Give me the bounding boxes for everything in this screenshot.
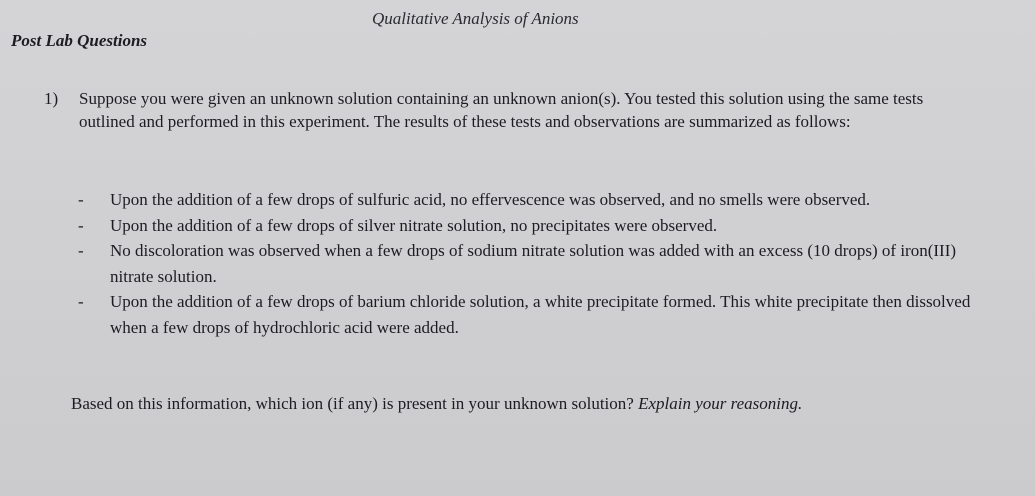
question-text: Suppose you were given an unknown solution containing an unknown anion(s). You tested this solution using the same tests outlined and performed in this experiment. The results of these tests and observations are summarized as follows: xyxy=(79,89,924,131)
observation-list xyxy=(70,187,980,340)
observation-item xyxy=(70,238,980,289)
question-1 xyxy=(44,88,984,133)
final-prompt xyxy=(71,394,802,414)
bullet-dash: - xyxy=(78,241,84,260)
observation-item xyxy=(70,187,980,213)
page-header-title: Qualitative Analysis of Anions xyxy=(372,9,579,28)
bullet-dash: - xyxy=(78,215,84,235)
observation-text: No discoloration was observed when a few drops of sodium nitrate solution was added with an excess (10 drops) of iron(III) nitrate solution. xyxy=(110,241,957,286)
observation-text: Upon the addition of a few drops of sulfuric acid, no effervescence was observed, and no smells were observed. xyxy=(110,190,871,209)
final-prompt-text: Based on this information, which ion (if any) is present in your unknown solution? xyxy=(71,394,634,413)
observation-text: Upon the addition of a few drops of barium chloride solution, a white precipitate formed. This white precipitate then dissolved when a few drops of hydrochloric acid were added. xyxy=(110,292,971,337)
observation-text: Upon the addition of a few drops of silver nitrate solution, no precipitates were observed. xyxy=(110,215,718,235)
observation-item xyxy=(70,213,980,239)
bullet-dash: - xyxy=(78,190,84,209)
final-prompt-emphasis: Explain your reasoning. xyxy=(638,394,803,413)
section-title: Post Lab Questions xyxy=(11,31,148,50)
observation-item xyxy=(70,289,980,340)
bullet-dash: - xyxy=(78,292,84,311)
question-number: 1) xyxy=(44,89,59,108)
